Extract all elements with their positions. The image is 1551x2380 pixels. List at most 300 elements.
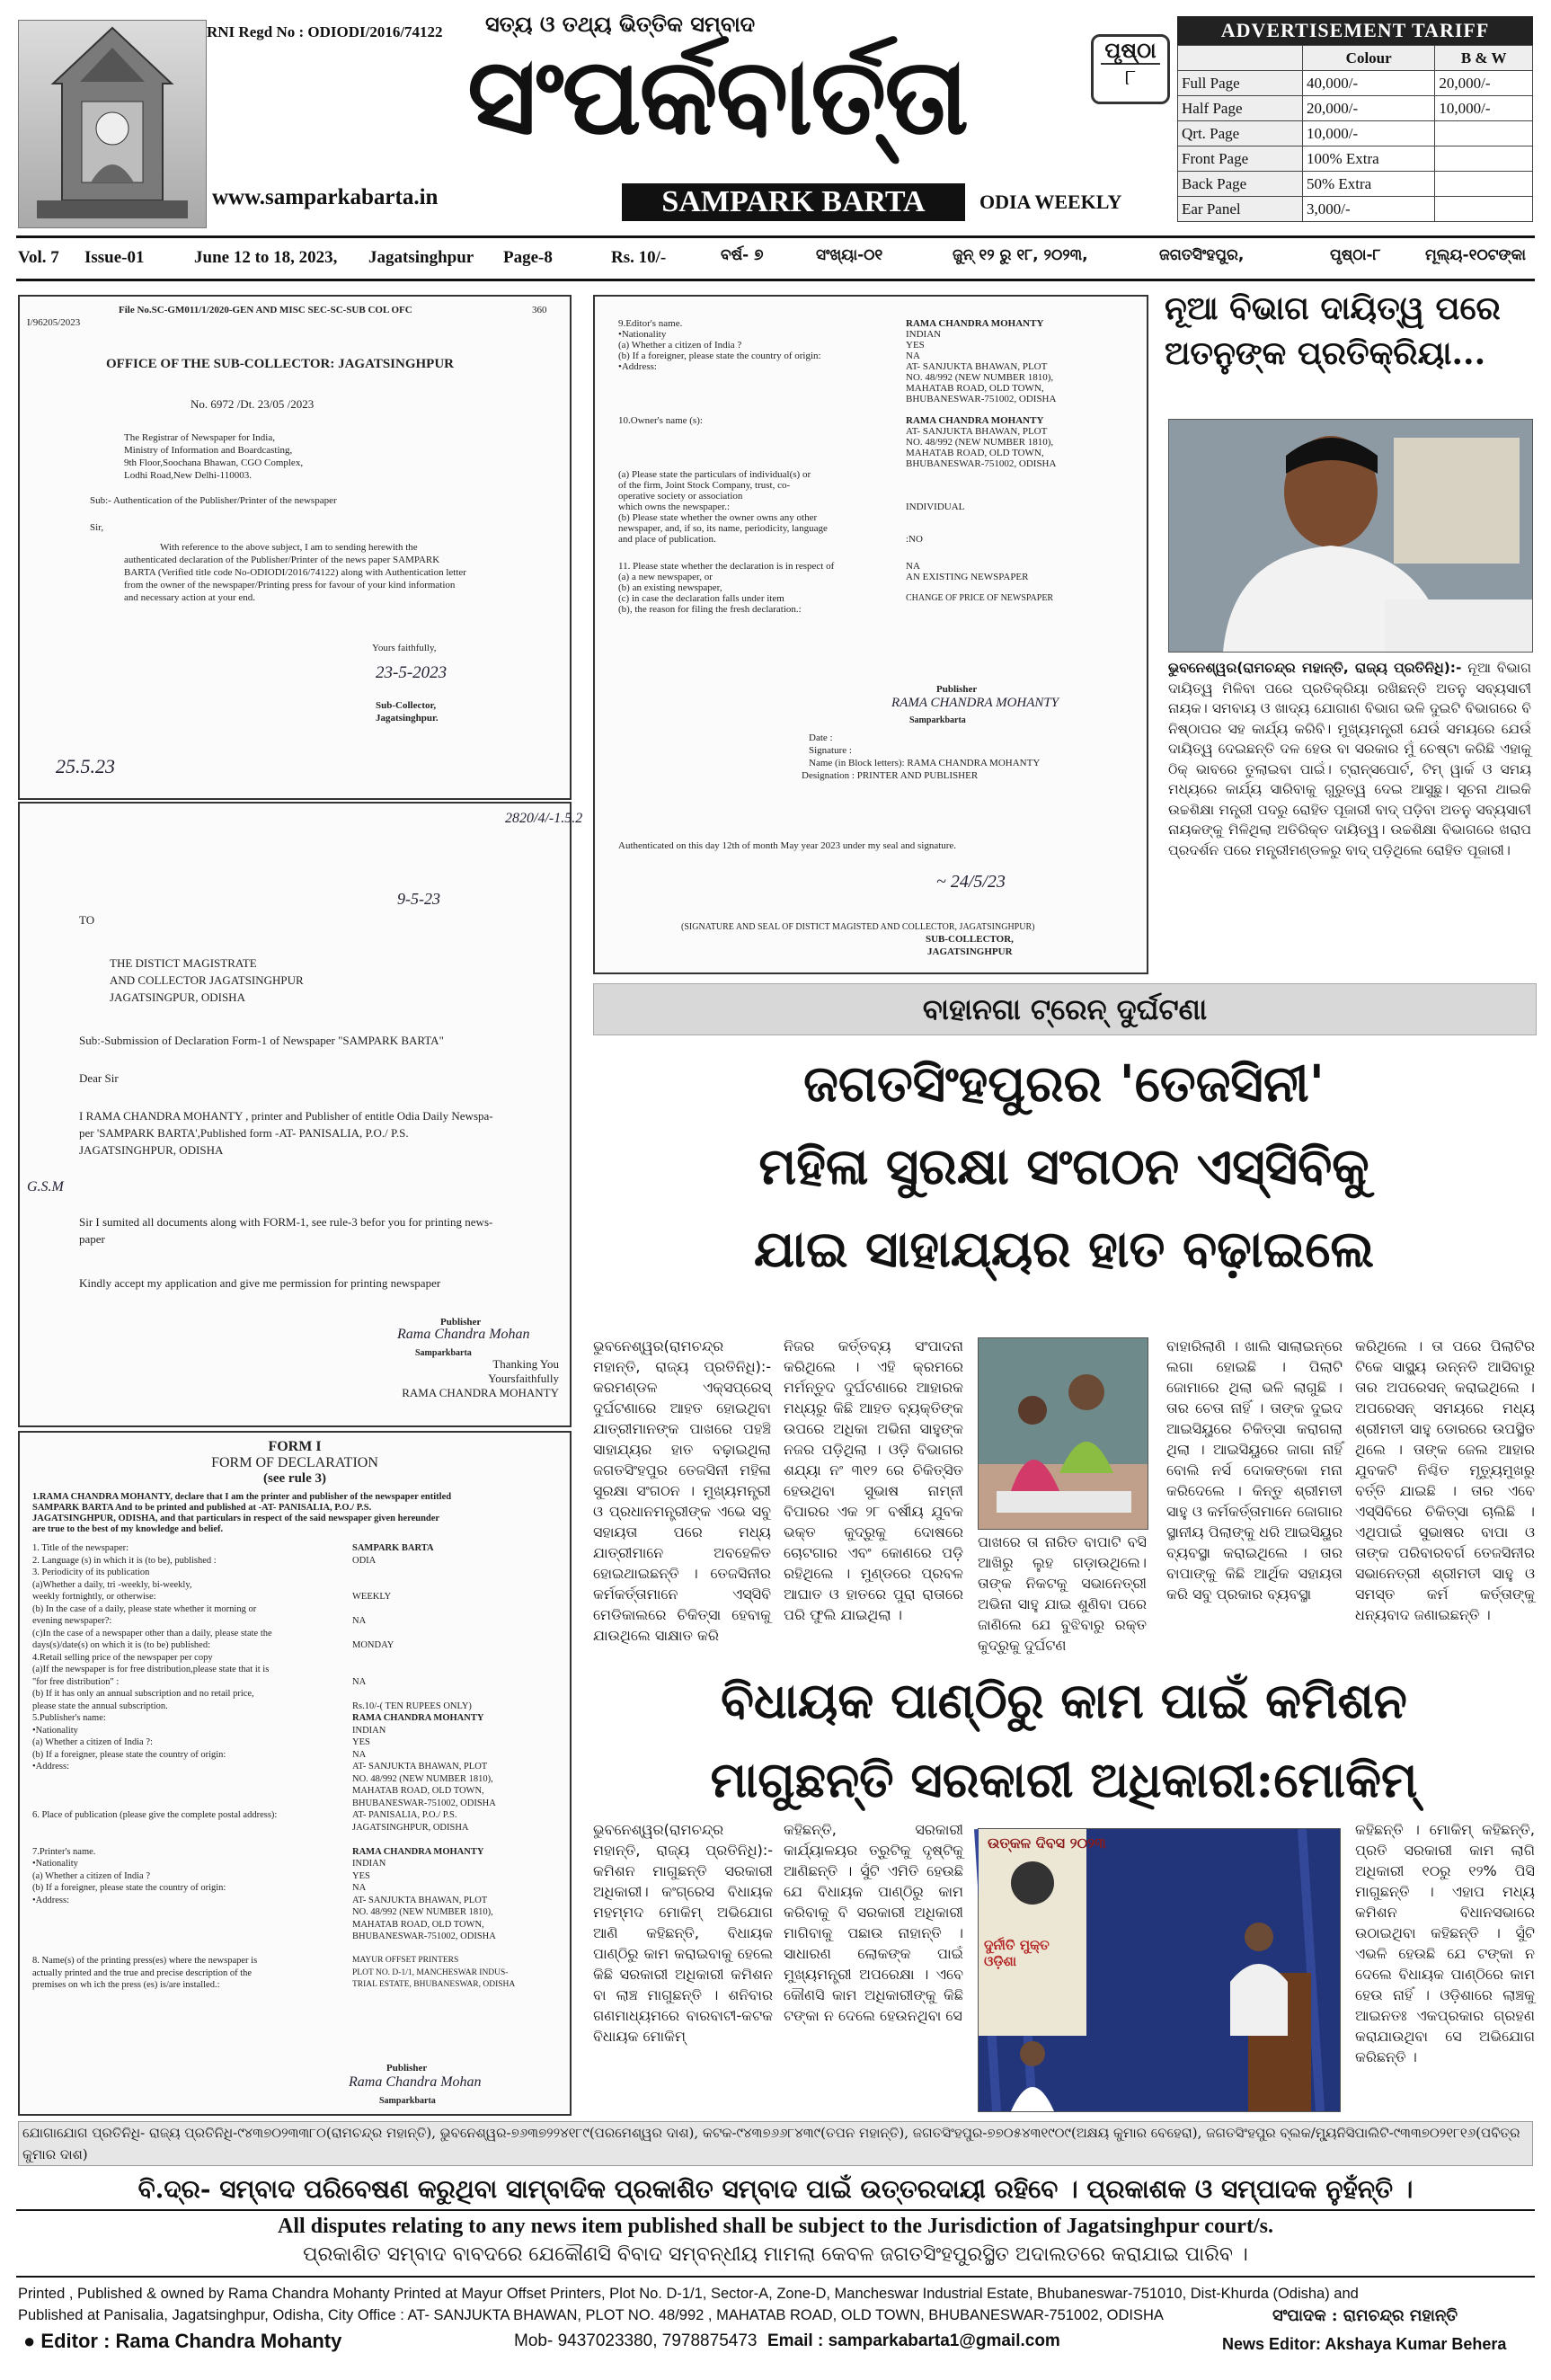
signature-date: 23-5-2023 [376, 663, 448, 682]
intro-line: 1.RAMA CHANDRA MOHANTY, declare that I am the printer and publisher of the newspaper entitled [32, 1492, 452, 1502]
odia-page: ପୃଷ୍ଠା-୮ [1330, 246, 1381, 264]
letter-body [124, 541, 466, 604]
item-line: (a) Please state the particulars of individual(s) or [618, 469, 811, 480]
item-line: 10.Owner's name (s): [618, 415, 703, 426]
odia-year: ବର୍ଷ- ୭ [721, 246, 764, 264]
letter-subject: Sub:- Authentication of the Publisher/Printer of the newspaper [90, 495, 337, 506]
value-line: BHUBANESWAR-751002, ODISHA [906, 394, 1057, 404]
letter-body [79, 1107, 493, 1159]
form-value: INDIAN [352, 1859, 386, 1869]
form-row [32, 1542, 563, 1555]
designation: Designation : PRINTER AND PUBLISHER [802, 770, 979, 781]
form-value: NA [352, 1676, 367, 1687]
form-row [32, 1725, 563, 1737]
tariff-cell: Back Page [1178, 172, 1303, 197]
form-row [32, 1652, 563, 1665]
tariff-cell: 20,000/- [1303, 96, 1435, 121]
form-row [32, 1591, 563, 1603]
form-label: (c)In the case of a newspaper other than a daily, please state the [32, 1628, 272, 1638]
value-line: MAHATAB ROAD, OLD TOWN, [906, 448, 1044, 458]
form-value: BHUBANESWAR-751002, ODISHA [352, 1798, 496, 1808]
value-line: INDIAN [906, 329, 942, 340]
form-value: PLOT NO. D-1/1, MANCHESWAR INDUS- [352, 1967, 509, 1977]
form-label: 5.Publisher's name: [32, 1713, 106, 1723]
event-photo [978, 1828, 1341, 2112]
file-count: 360 [532, 305, 547, 315]
signatory-place: Jagatsinghpur. [376, 713, 439, 724]
tariff-cell: Half Page [1178, 96, 1303, 121]
to-label: TO [79, 913, 95, 927]
form-value: JAGATSINGHPUR, ODISHA [352, 1822, 469, 1833]
form-row [32, 1555, 563, 1567]
form-label [32, 1822, 352, 1834]
mobile: Mob- 9437023380, 7978875473 [514, 2331, 758, 2350]
submission-letter [18, 802, 583, 1427]
form-value: MONDAY [352, 1640, 394, 1650]
closing-line: Thanking You [492, 1357, 559, 1371]
address-line: THE DISTICT MAGISTRATE [110, 956, 257, 970]
headline-line: ଯାଇ ସାହାଯ୍ୟର ହାତ ବଢ଼ାଇଲେ [753, 1220, 1375, 1279]
story-2-col-1 [593, 1336, 771, 1654]
banner-slogan: ଦୁର୍ନୀତି ମୁକ୍ତ ଓଡ଼ିଶା [984, 1937, 1050, 1969]
form-row [32, 1579, 563, 1592]
tariff-header-row [1178, 46, 1533, 71]
form-row [32, 1712, 563, 1725]
form-label [32, 1919, 352, 1932]
odia-date: ଜୁନ୍ ୧୨ ରୁ ୧୮, ୨୦୨୩, [953, 246, 1088, 264]
news-editor: News Editor: Akshaya Kumar Behera [1222, 2335, 1507, 2353]
form-value: WEEKLY [352, 1592, 392, 1602]
form-row [32, 1882, 563, 1895]
dateline-bottom-rule [16, 279, 1535, 281]
odia-issue: ସଂଖ୍ୟା-୦୧ [816, 246, 883, 264]
body-line: With reference to the above subject, I am to sending herewith the [160, 542, 418, 553]
address-line: AND COLLECTOR JAGATSINGHPUR [110, 973, 304, 987]
tariff-row [1178, 121, 1533, 147]
value-line: YES [906, 340, 925, 351]
publisher-label: Publisher [386, 2063, 428, 2074]
form-label: actually printed and the true and precise description of the [32, 1967, 253, 1978]
sub-collector-stamp: SUB-COLLECTOR, [926, 934, 1014, 945]
form-row [32, 1773, 563, 1786]
handwritten-initials: 9-5-23 [397, 890, 440, 908]
seal-line: (SIGNATURE AND SEAL OF DISTICT MAGISTED AND COLLECTOR, JAGATSINGHPUR) [681, 922, 1035, 932]
price: Rs. 10/- [611, 248, 667, 267]
hospital-photo [978, 1337, 1148, 1530]
form-row [32, 1931, 563, 1943]
publisher-signature: Rama Chandra Mohan [349, 2074, 482, 2090]
story-1-headline [1165, 286, 1535, 376]
value-line: RAMA CHANDRA MOHANTY [906, 415, 1044, 426]
form-value: NA [352, 1749, 367, 1760]
form-row [32, 1979, 563, 1992]
value-line: BHUBANESWAR-751002, ODISHA [906, 458, 1057, 469]
form-items [32, 1542, 563, 1992]
tariff-row [1178, 172, 1533, 197]
story-2-col-4 [1166, 1336, 1343, 1654]
headline-line: ବିଧାୟକ ପାଣ୍ଠିରୁ କାମ ପାଇଁ କମିଶନ [721, 1672, 1407, 1729]
form-row [32, 1701, 563, 1713]
form-label: (b) If a foreigner, please state the country of origin: [32, 1749, 226, 1760]
story-2-col-2 [784, 1336, 963, 1654]
form-label: (a)If the newspaper is for free distribution,please state that it is [32, 1665, 270, 1674]
form-value: NO. 48/992 (NEW NUMBER 1810), [352, 1907, 493, 1917]
side-reference: I/96205/2023 [27, 317, 81, 328]
item-line: operative society or association [618, 491, 743, 502]
handwritten-receipt: 2820/4/-1.5.2 [505, 811, 583, 826]
form-label: 3. Periodicity of its publication [32, 1567, 150, 1577]
contacts-text: ଯୋଗାଯୋଗ ପ୍ରତିନିଧି- ରାଜ୍ୟ ପ୍ରତିନିଧି-୯୪୩୭୦୨୩୩୮୦(ରାମଚନ୍ଦ୍ର ମହାନ୍ତି), ଭୁବନେଶ୍ୱର-୭୬୩୭୨୨୪୧୮୯(ପରମେଶ୍ୱର ଦାଶ), କଟକ-୯୪୩୭୬୬୮୪୩୯(ତପନ ମହାନ୍ତି), ଜଗତସିଂହପୁର-୭୭୦୫୪୩୧୯୦୯(ଅକ୍ଷୟ କୁମାର ବେହେରା), ଜଗତସିଂହପୁର ବ୍ଲକ/ମ୍ୟୁନିସିପାଲିଟି-୯୩୩୭୦୨୧୮୧୬(ପବିତ୍ର କୁମାର ଦାଶ) [22, 2125, 1520, 2162]
letter-number: No. 6972 /Dt. 23/05 /2023 [191, 397, 315, 411]
form-label [32, 1943, 352, 1956]
address-line: Ministry of Information and Boardcasting, [124, 445, 293, 456]
form-label: (a) Whether a citizen of India ?: [32, 1737, 153, 1747]
banner-year: ଉତ୍କଳ ଦିବସ ୨୦୨୩ [988, 1834, 1106, 1852]
contacts-bar [18, 2121, 1533, 2166]
sub-collector-place: JAGATSINGHPUR [927, 946, 1013, 957]
story-2-col-3 [978, 1532, 1147, 1654]
place: Jagatsinghpur [368, 248, 474, 267]
recipient-address [110, 955, 304, 1006]
volume: Vol. 7 [18, 248, 59, 267]
form-label: premises on wh ich the press (es) is/are installed.: [32, 1980, 220, 1990]
form-value: Rs.10/-( TEN RUPEES ONLY) [352, 1701, 472, 1711]
publisher-label: Publisher [936, 684, 978, 695]
story-1 [1165, 286, 1535, 969]
form-row [32, 1858, 563, 1870]
item-line: (b) If a foreigner, please state the country of origin: [618, 351, 821, 361]
stage-event-icon [979, 1829, 1340, 2111]
body-line: paper [79, 1232, 105, 1246]
form-row [32, 1943, 563, 1956]
odia-place: ଜଗତସିଂହପୁର, [1159, 246, 1245, 264]
form-value: TRIAL ESTATE, BHUBANESWAR, ODISHA [352, 1980, 516, 1989]
value-line: MAHATAB ROAD, OLD TOWN, [906, 383, 1044, 394]
title-english: SAMPARK BARTA [622, 183, 965, 221]
body-line: authenticated declaration of the Publisher/Printer of the news paper SAMPARK [124, 555, 440, 565]
tariff-header: Colour [1303, 46, 1435, 71]
form-title: FORM I [268, 1439, 322, 1454]
form-row [32, 1749, 563, 1762]
name-label: Name (in Block letters): RAMA CHANDRA MOHANTY [809, 758, 1041, 768]
form-value: NO. 48/992 (NEW NUMBER 1810), [352, 1773, 493, 1784]
form-value: RAMA CHANDRA MOHANTY [352, 1846, 484, 1857]
story-3-text: ଭୁବନେଶ୍ୱର(ରାମଚନ୍ଦ୍ର ମହାନ୍ତି, ରାଜ୍ୟ ପ୍ରତିନିଧି):- କମିଶନ ମାଗୁଛନ୍ତି ସରକାରୀ ଅଧିକାରୀ। କଂଗ୍ରେସ ବିଧାୟକ ମହମ୍ମଦ ମୋକିମ୍ ଅଭିଯୋଗ ଆଣି କହିଛନ୍ତି, ବିଧାୟକ ପାଣ୍ଠିରୁ କାମ କରାଇବାକୁ ହେଲେ କିଛି ସରକାରୀ ଅଧିକାରୀ କମିଶନ ବା ଲାଞ୍ଚ ମାଗୁଛନ୍ତି । ଶନିବାର ଗଣମାଧ୍ୟମରେ ବାରବାଟୀ-କଟକ ବିଧାୟକ ମୋକିମ୍ [593, 1821, 773, 2045]
form-label: weekly fortnightly, or otherwise: [32, 1592, 156, 1602]
value-line: NO. 48/992 (NEW NUMBER 1810), [906, 437, 1054, 448]
dateline [18, 243, 1537, 275]
item-line: (b) an existing newspaper, [618, 582, 722, 593]
form-row [32, 1761, 563, 1773]
body-line: I RAMA CHANDRA MOHANTY , printer and Publisher of entitle Odia Daily Newspa- [79, 1109, 493, 1123]
item-line: newspaper, and, if so, its name, periodicity, language [618, 523, 828, 534]
value-line: AN EXISTING NEWSPAPER [906, 572, 1029, 582]
story-2-headline [593, 1043, 1535, 1291]
form-label: 2. Language (s) in which it is (to be), published : [32, 1555, 217, 1566]
closing-line: Yoursfaithfully [488, 1372, 559, 1385]
form-row [32, 1688, 563, 1701]
form-label: (b) If it has only an annual subscription and no retail price, [32, 1689, 254, 1699]
form-value: BHUBANESWAR-751002, ODISHA [352, 1932, 496, 1941]
body-line: and necessary action at your end. [124, 592, 255, 603]
form-label: 8. Name(s) of the printing press(es) where the newspaper is [32, 1956, 258, 1966]
advertisement-tariff [1177, 16, 1533, 222]
value-line: NO. 48/992 (NEW NUMBER 1810), [906, 372, 1054, 383]
margin-note: 25.5.23 [56, 755, 115, 777]
form-value: AT- SANJUKTA BHAWAN, PLOT [352, 1895, 488, 1905]
value-line: AT- SANJUKTA BHAWAN, PLOT [906, 426, 1048, 437]
form-value: MAHATAB ROAD, OLD TOWN, [352, 1919, 484, 1930]
letter-subject: Sub:-Submission of Declaration Form-1 of Newspaper "SAMPARK BARTA" [79, 1034, 444, 1047]
address-line: Lodhi Road,New Delhi-110003. [124, 470, 252, 481]
form-value: NA [352, 1616, 367, 1626]
form-label: •Address: [32, 1762, 70, 1772]
tariff-row [1178, 147, 1533, 172]
form-value: MAYUR OFFSET PRINTERS [352, 1956, 459, 1965]
email: Email : samparkabarta1@gmail.com [767, 2331, 1060, 2350]
authentication-line: Authenticated on this day 12th of month May year 2023 under my seal and signature. [618, 840, 957, 851]
tariff-cell: 10,000/- [1303, 121, 1435, 147]
story-2-text: ପାଖରେ ତା ନାରିତ ବାପାଟି ବସି ଆଖିରୁ ଲୁହ ଗଡ଼ାଉଥିଲେ। ତାଙ୍କ ନିକଟକୁ ସଭାନେତ୍ରୀ ଅଭିନା ସାହୁ ଯାଇ ଶୁଣିବା ପରେ ଜାଣିଲେ ଯେ ବୁଝିବାରୁ ରକ୍ତ କୁଦ୍ରୁକୁ ଦୁର୍ଘଟଣ [978, 1533, 1147, 1654]
form-row [32, 1676, 563, 1689]
address-line: JAGATSINGPUR, ODISHA [110, 990, 245, 1004]
body-line: per 'SAMPARK BARTA',Published form -AT- PANISALIA, P.O./ P.S. [79, 1126, 409, 1140]
story-2-kicker: ବାହାନଗା ଟ୍ରେନ୍ ଦୁର୍ଘଟଣା [593, 983, 1537, 1035]
form-label: 7.Printer's name. [32, 1846, 96, 1857]
headline-line: ମାଗୁଛନ୍ତି ସରକାରୀ ଅଧିକାରୀ:ମୋକିମ୍ [710, 1751, 1418, 1808]
tariff-cell [1435, 147, 1533, 172]
tariff-cell [1435, 172, 1533, 197]
imprint-line: Printed , Published & owned by Rama Chandra Mohanty Printed at Mayur Offset Printers, Plot No. D-1/1, Sector-A, Zone-D, Mancheswar Industrial Estate, Bhubaneswar-751010, Dist-Khurda (Odisha) and [18, 2286, 1359, 2302]
form-row [32, 1870, 563, 1883]
item-line: (b), the reason for filing the fresh declaration.: [618, 604, 802, 615]
item-line: 11. Please state whether the declaration is in respect of [618, 561, 835, 572]
letter-closing: Yours faithfully, [372, 643, 437, 653]
page: Page-8 [503, 248, 553, 267]
issue-date: June 12 to 18, 2023, [194, 248, 338, 267]
collector-signature: ~ 24/5/23 [936, 872, 1006, 892]
english-disclaimer: All disputes relating to any news item published shall be subject to the Jurisdiction of Jagatsinghpur court/s. [278, 2215, 1273, 2238]
form-label [32, 1773, 352, 1786]
tariff-cell: 10,000/- [1435, 96, 1533, 121]
story-3-headline [593, 1661, 1535, 1819]
story-1-body [1168, 658, 1531, 969]
footer-rule-2 [16, 2276, 1535, 2278]
issue: Issue-01 [84, 248, 145, 267]
intro-line: SAMPARK BARTA And to be printed and published at -AT- PANISALIA, P.O./ P.S. [32, 1503, 372, 1513]
publisher-stamp: Samparkbarta [379, 2096, 436, 2106]
tariff-cell: 20,000/- [1435, 71, 1533, 96]
odia-price: ମୂଲ୍ୟ-୧୦ଟଙ୍କା [1425, 246, 1527, 264]
story-3-text: କହିଛନ୍ତି । ମୋକିମ୍ କହିଛନ୍ତି, ପ୍ରତି ସରକାରୀ କାମ ଲାଗି ଅଧିକାରୀ ୧୦ରୁ ୧୨% ପିସି ମାଗୁଛନ୍ତି । ଏହାପ ମଧ୍ୟ କମିଶନ ବିଧାନସଭାରେ ଉଠାଇଥିବା କହିଛନ୍ତି । ସୁଁଟି ଏଭଳି ହେଉଛି ଯେ ଟଙ୍କା ନ ଦେଲେ ବିଧାୟକ ପାଣ୍ଠିରେ କାମ ହେଉ ନାହିଁ । ଓଡ଼ିଶାରେ ଲାଞ୍ଚକୁ ଆଇନତଃ ଏକପ୍ରକାର ଗ୍ରହଣ କରାଯାଉଥିବା ସେ ଅଭିଯୋଗ କରିଛନ୍ତି । [1355, 1821, 1535, 2065]
page-number-box [1091, 34, 1170, 104]
form-row [32, 1798, 563, 1810]
body-line: JAGATSINGHPUR, ODISHA [79, 1143, 224, 1157]
headline-line: ଅତନୁଙ୍କ ପ୍ରତିକ୍ରିୟା... [1165, 334, 1486, 372]
declaration-continuation [593, 295, 1148, 974]
closing [361, 1357, 559, 1400]
declaration-items [618, 318, 834, 615]
form-row [32, 1895, 563, 1907]
form-row [32, 1639, 563, 1652]
form-row [32, 1567, 563, 1579]
form-label: •Address: [32, 1895, 70, 1905]
file-number: File No.SC-GM011/1/2020-GEN AND MISC SEC-SC-SUB COL OFC [119, 305, 412, 315]
closing-line: RAMA CHANDRA MOHANTY [402, 1386, 559, 1399]
form-label: 6. Place of publication (please give the complete postal address): [32, 1810, 278, 1820]
form-label: "for free distribution" : [32, 1676, 120, 1687]
form-value: ODIA [352, 1555, 377, 1566]
letter-salutation: Sir, [90, 522, 104, 533]
intro-line: are true to the best of my knowledge and belief. [32, 1524, 224, 1534]
form-label [32, 1906, 352, 1919]
form-row [32, 1615, 563, 1628]
item-line: (b) Please state whether the owner owns any other [618, 512, 818, 523]
sub-collector-letter [18, 295, 572, 800]
item-line: which owns the newspaper.: [618, 502, 731, 512]
form-value: YES [352, 1737, 370, 1747]
story-2-text: ବାହାରିଲାଣି । ଖାଲି ସାଲାଇନ୍‌ରେ ଲଗା ହୋଇଛି । ପିଲାଟି ଜୋମାରେ ଥିଲା ଭଳି ଲାଗୁଛି । ତାର ଚେତା ନାହିଁ । ତାଙ୍କ ଦୁଇଦ ଆଇସିୟୁରେ ଚିକିତ୍ସା କରାଗଲା ଥିଲା । ଆଇସିୟୁରେ ଜାଗା ନାହିଁ ବୋଲି ନର୍ସ ଦୋକଙ୍କୋ ମନା କରିଦେଲେ । କିନ୍ତୁ ଶ୍ରୀମତୀ ସାହୁ ଓ କର୍ମକର୍ତ୍ତାମାନେ ଜୋଗାର ସ୍ଥାନୀୟ ପିଲାଙ୍କୁ ଧରି ଆଇସିୟୁର ବ୍ୟବସ୍ଥା କରାଇଥିଲେ । ତାର ବାପାଙ୍କୁ କିଛି ଆର୍ଥିକ ସହାୟତା କରି ସବୁ ପ୍ରକାର ବ୍ୟବସ୍ଥା [1166, 1337, 1343, 1603]
publisher-signature: Rama Chandra Mohan [397, 1327, 530, 1342]
story-1-text: ନୂଆ ବିଭାଗ ଦାୟିତ୍ୱ ମିଳିବା ପରେ ପ୍ରତିକ୍ରିୟା ରଖିଛନ୍ତି ଅତନୁ ସବ୍ୟସାଚୀ ନାୟକ। ସମବାୟ ଓ ଖାଦ୍ୟ ଯୋଗାଣ ବିଭାଗ ଭଳି ଦୁଇଟି ବିଭାଗରେ ବି ନିଷ୍ଠାପର ସହ କାର୍ଯ୍ୟ କରିବି। ମୁଖ୍ୟମନ୍ତ୍ରୀ ଯେଉଁ ସମୟରେ ଯେଉଁ ଦାୟିତ୍ୱ ଦେଇଛନ୍ତି ଦଳ ହେଉ ବା ସରକାର ମୁଁ ଚେଷ୍ଟା କରିଛି ଏହାକୁ ଠିକ୍ ଭାବରେ ତୁଲାଇବା ପାଇଁ। ଟ୍ରାନ୍ସପୋର୍ଟ, ଟିମ୍ ୱାର୍କ ଓ ସମୟ ମଧ୍ୟରେ କାର୍ଯ୍ୟ ସାରିବାକୁ ଗୁରୁତ୍ୱ ଦେଇ ଆସୁଛୁ। ସୂଚନା ଥାଇକି ଉଚ୍ଚଶିକ୍ଷା ମନ୍ତ୍ରୀ ପଦରୁ ରୋହିତ ପୂଜାରୀ ବାଦ୍ ପଡ଼ିବା ଅତନୁ ସବ୍ୟସାଚୀ ନାୟକଙ୍କୁ ମିଳିଥିଲା ଅତିରିକ୍ତ ଦାୟିତ୍ୱ। ଉଚ୍ଚଶିକ୍ଷା ବିଭାଗରେ ଖରାପ ପ୍ରଦର୍ଶନ ପରେ ମନ୍ତ୍ରୀମଣ୍ଡଳରୁ ବାଦ୍ ପଡ଼ିଥିଲେ ରୋହିତ ପୂଜାରୀ। [1168, 660, 1531, 858]
odia-disclaimer: ବି.ଦ୍ର- ସମ୍ବାଦ ପରିବେଷଣ କରୁଥିବା ସାମ୍ବାଦିକ ପ୍ରକାଶିତ ସମ୍ବାଦ ପାଇଁ ଉତ୍ତରଦାୟୀ ରହିବେ । ପ୍ରକାଶକ ଓ ସମ୍ପାଦକ ନୁହଁନ୍ତି । [137, 2174, 1414, 2204]
item-line: of the firm, Joint Stock Company, trust, co- [618, 480, 791, 491]
tariff-cell: Qrt. Page [1178, 121, 1303, 147]
tariff-cell: Full Page [1178, 71, 1303, 96]
tariff-cell: 3,000/- [1303, 197, 1435, 222]
form-label: please state the annual subscription. [32, 1701, 168, 1711]
form-row [32, 1955, 563, 1967]
odia-disclaimer-2: ପ୍ରକାଶିତ ସମ୍ବାଦ ବାବଦରେ ଯେକୌଣସି ବିବାଦ ସମ୍ବନ୍ଧୀୟ ମାମଲା କେବଳ ଜଗତସିଂହପୁରସ୍ଥିତ ଅଦାଲତରେ କରାଯାଇ ପାରିବ । [303, 2243, 1248, 2266]
headline-line: ନୂଆ ବିଭାଗ ଦାୟିତ୍ୱ ପରେ [1165, 289, 1501, 327]
tariff-cell: 100% Extra [1303, 147, 1435, 172]
temple-deity-icon [19, 21, 206, 227]
tariff-cell: Ear Panel [1178, 197, 1303, 222]
body-line: Sir I sumited all documents along with FORM-1, see rule-3 befor you for printing news- [79, 1215, 493, 1229]
minister-photo [1168, 419, 1533, 653]
item-line: •Nationality [618, 329, 667, 340]
form-label [32, 1834, 352, 1846]
form-value: INDIAN [352, 1725, 386, 1736]
form-row [32, 1967, 563, 1980]
form-label: •Nationality [32, 1725, 78, 1736]
form-label: days(s)/date(s) on which it is (to be) published: [32, 1640, 211, 1650]
tariff-cell: 40,000/- [1303, 71, 1435, 96]
website: www.samparkabarta.in [212, 185, 439, 209]
item-line: and place of publication. [618, 534, 716, 545]
tariff-row [1178, 197, 1533, 222]
story-3-text: କହିଛନ୍ତି, ସରକାରୀ କାର୍ଯ୍ୟାଳୟର ତ୍ରୁଟିକୁ ଦୃଷ୍ଟିକୁ ଆଣିଛନ୍ତି । ସୁଁଟି ଏମିତି ହେଉଛି ଯେ ବିଧାୟକ ପାଣ୍ଠିରୁ କାମ କରିବାକୁ ବି ସରକାରୀ ଅଧିକାରୀ ମାଗିବାକୁ ପଛାଉ ନାହାନ୍ତି । ସାଧାରଣ ଲୋକଙ୍କ ପାଇଁ ମୁଖ୍ୟମନ୍ତ୍ରୀ ଅପରେକ୍ଷା । ଏବେ କୌଣସି କାମ ଅଧିକାରୀଙ୍କୁ କିଛି ଟଙ୍କା ନ ଦେଲେ ହେଉନଥିବା ସେ [784, 1821, 963, 2024]
form-label [32, 1785, 352, 1798]
tariff-cell [1435, 197, 1533, 222]
person-portrait-icon [1169, 420, 1532, 652]
hospital-visit-icon [979, 1338, 1148, 1529]
tariff-cell: 50% Extra [1303, 172, 1435, 197]
form-label [32, 1798, 352, 1810]
letter-body-2 [79, 1213, 492, 1248]
tariff-row [1178, 96, 1533, 121]
form-row [32, 1834, 563, 1846]
form-row [32, 1809, 563, 1822]
form-value: SAMPARK BARTA [352, 1543, 434, 1553]
page-box-label: ପୃଷ୍ଠା [1104, 37, 1157, 63]
value-line: :NO [906, 534, 923, 545]
intro-line: JAGATSINGHPUR, ODISHA, and that particulars in respect of the said newspaper given hereunder [32, 1514, 440, 1523]
dateline-top-rule [16, 235, 1535, 238]
address-line: The Registrar of Newspaper for India, [124, 432, 275, 443]
footer-rule-1 [16, 2209, 1535, 2211]
story-2-text: କରିଥିଲେ । ତା ପରେ ପିଲାଟିର ଟିକେ ସାସ୍ଥ୍ୟ ଉନ୍ନତି ଆସିବାରୁ ତାର ଅପରେସନ୍ କରାଇଥିଲେ । ଅପରେସନ୍ ସମୟରେ ମଧ୍ୟ ଶ୍ରୀମତୀ ସାହୁ ଡୋରରେ ଉପସ୍ଥିତ ଥିଲେ । ତାଙ୍କ ଜେଲ ଆହାର ଯୁବକଟି ନିଶ୍ଚିତ ମୃତ୍ୟୁମୁଖରୁ ବର୍ତ୍ତି ଯାଇଛି । ତାର ଏବେ ଏସ୍‌ସିବିରେ ଚିକିତ୍ସା ଚାଲିଛି । ଏଥିପାଇଁ ସୁଭାଷର ବାପା ଓ ତାଙ୍କ ପରିବାରବର୍ଗ ତେଜସିନୀର ସଭାନେତ୍ରୀ ଶ୍ରୀମତୀ ସାହୁ ଓ ସମସ୍ତ କର୍ମ କର୍ତ୍ତାଙ୍କୁ ଧନ୍ୟବାଦ ଜଣାଇଛନ୍ତି । [1355, 1337, 1535, 1623]
form-label: •Nationality [32, 1859, 78, 1869]
office-heading: OFFICE OF THE SUB-COLLECTOR: JAGATSINGHPUR [106, 357, 454, 371]
form-label: 4.Retail selling price of the newspaper per copy [32, 1652, 213, 1663]
form-rule: (see rule 3) [263, 1471, 326, 1486]
form-row [32, 1664, 563, 1676]
address-line: 9th Floor,Soochana Bhawan, CGO Complex, [124, 457, 304, 468]
tagline: ସତ୍ୟ ଓ ତଥ୍ୟ ଭିତ୍ତିକ ସମ୍ବାଦ [485, 11, 756, 37]
form-row [32, 1822, 563, 1834]
form-row [32, 1919, 563, 1932]
letter-salutation: Dear Sir [79, 1071, 119, 1085]
form-i-declaration [18, 1431, 572, 2116]
form-value: NA [352, 1883, 367, 1893]
body-line: BARTA (Verified title code No-ODIODI/2016/74122) along with Authentication letter [124, 567, 466, 578]
form-label: 1. Title of the newspaper: [32, 1543, 129, 1553]
story-2-text: ଭୁବନେଶ୍ୱର(ରାମଚନ୍ଦ୍ର ମହାନ୍ତି, ରାଜ୍ୟ ପ୍ରତିନିଧି):- କରମଣ୍ଡଳ ଏକ୍ସପ୍ରେସ୍ ଦୁର୍ଘଟଣାରେ ଆହତ ହୋଇଥିବା ଯାତ୍ରୀମାନଙ୍କ ପାଖରେ ପହଞ୍ଚି ସାହାଯ୍ୟର ହାତ ବଢ଼ାଇଥିଲା ଜଗତସିଂହପୁର ତେଜସିନୀ ମହିଳା ସୁରକ୍ଷା ସଂଗଠନ । ମୁଖ୍ୟମନ୍ତ୍ରୀ ଓ ପ୍ରଧାନମନ୍ତ୍ରୀଙ୍କ ଏଭେ ସବୁ ସହାୟତା ପରେ ମଧ୍ୟ ଯାତ୍ରୀମାନେ ଅବହେଳିତ ହୋଇଥାଇଛନ୍ତି । ତେଜସିନୀର କର୍ମକର୍ତ୍ତାମାନେ ଏସ୍‌ସିବି ମେଡିକାଲରେ ଚିକିତ୍ସା ହେବାକୁ ଯାଉଥିଲେ ସାକ୍ଷାତ କରି [593, 1337, 771, 1644]
rni-number: RNI Regd No : ODIODI/2016/74122 [207, 23, 443, 40]
form-value: RAMA CHANDRA MOHANTY [352, 1713, 484, 1723]
form-subtitle: FORM OF DECLARATION [211, 1455, 378, 1470]
tariff-title: ADVERTISEMENT TARIFF [1177, 16, 1533, 45]
publisher-stamp: Samparkbarta [909, 715, 966, 725]
tariff-row [1178, 71, 1533, 96]
item-line: (c) in case the declaration falls under item [618, 593, 784, 604]
form-value: AT- PANISALIA, P.O./ P.S. [352, 1810, 457, 1820]
story-3-col-2 [784, 1819, 963, 2112]
editor: ● Editor : Rama Chandra Mohanty [23, 2330, 342, 2352]
form-row [32, 1906, 563, 1919]
form-label: (a) Whether a citizen of India ? [32, 1870, 150, 1881]
story-2-col-5 [1355, 1336, 1535, 1654]
tariff-table [1177, 45, 1533, 222]
value-line: AT- SANJUKTA BHAWAN, PLOT [906, 361, 1048, 372]
value-line: NA [906, 351, 920, 361]
emblem-image [18, 20, 207, 228]
form-label: (b) If a foreigner, please state the country of origin: [32, 1883, 226, 1893]
imprint-line: Published at Panisalia, Jagatsinghpur, Odisha, City Office : AT- SANJUKTA BHAWAN, PLOT NO. 48/992 , MAHATAB ROAD, OLD TOWN, BHUBANESWAR-751002, ODISHA [18, 2307, 1164, 2323]
form-label: (b) In the case of a daily, please state whether it morning or [32, 1603, 257, 1614]
value-line: RAMA CHANDRA MOHANTY [906, 318, 1044, 329]
margin-note: G.S.M [27, 1179, 64, 1194]
publisher-signature: RAMA CHANDRA MOHANTY [891, 696, 1059, 710]
addressee [124, 431, 303, 482]
form-label [32, 1931, 352, 1943]
signature-label: Signature : [809, 745, 852, 756]
item-line: •Address: [618, 361, 657, 372]
tariff-cell [1435, 121, 1533, 147]
headline-line: ମହିଳା ସୁରକ୍ଷା ସଂଗଠନ ଏସ୍‌ସିବିକୁ [758, 1137, 1369, 1196]
letter-body-3: Kindly accept my application and give me permission for printing newspaper [79, 1276, 441, 1290]
story-3-col-3 [1355, 1819, 1535, 2112]
story-1-byline: ଭୁବନେଶ୍ୱର(ରାମଚନ୍ଦ୍ର ମହାନ୍ତି, ରାଜ୍ୟ ପ୍ରତିନିଧି):- [1168, 660, 1462, 676]
value-line: NA [906, 561, 920, 572]
tariff-header [1178, 46, 1303, 71]
editor-odia: ସଂପାଦକ : ରାମଚନ୍ଦ୍ର ମହାନ୍ତି [1272, 2306, 1458, 2325]
item-line: (a) a new newspaper, or [618, 572, 713, 582]
signatory: Sub-Collector, [376, 700, 437, 711]
form-row [32, 1846, 563, 1859]
item-line: (a) Whether a citizen of India ? [618, 340, 742, 351]
